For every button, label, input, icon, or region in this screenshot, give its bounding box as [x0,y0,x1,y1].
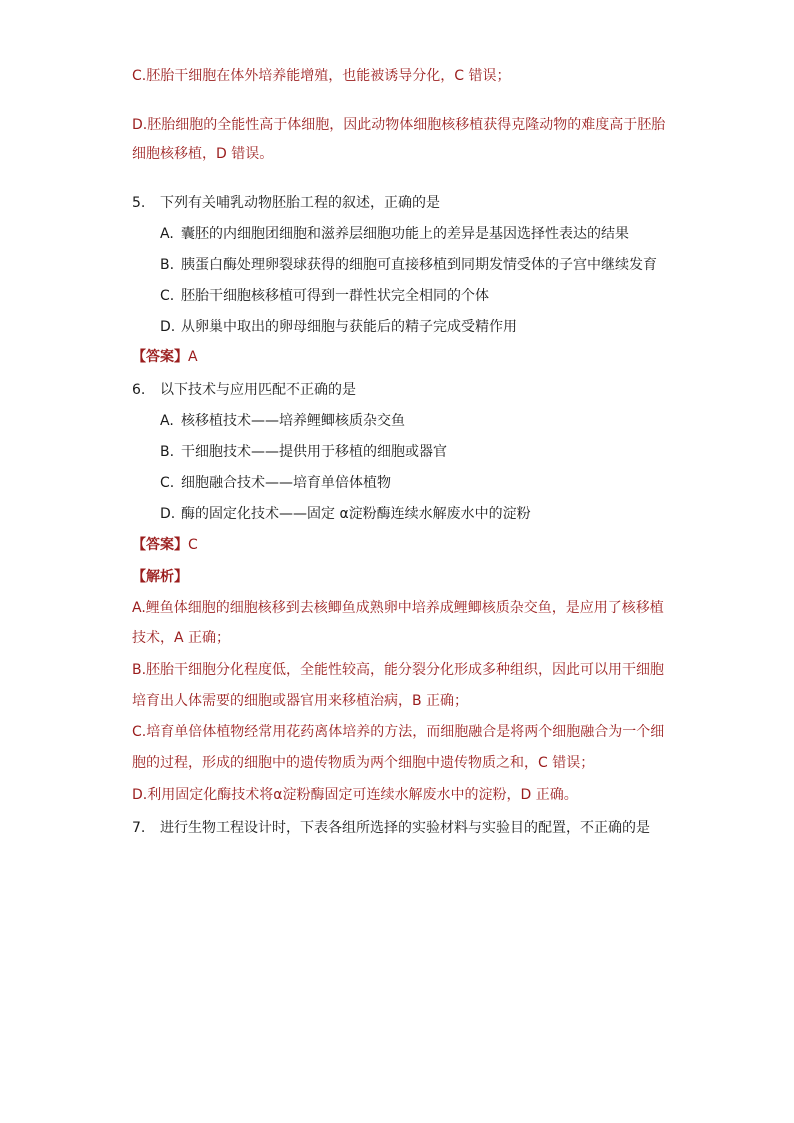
q6-option-b-text: 干细胞技术——提供用于移植的细胞或器官 [181,444,447,460]
q4-explanation-d-line2: 细胞核移植，D 错误。 [132,146,274,162]
q7-number: 7. [132,820,146,836]
q6-option-a-letter: A. [160,413,174,429]
q6-option-d-letter: D. [160,506,176,522]
q6-analysis-line-4: 培育出人体需要的细胞或器官用来移植治病，B 正确； [132,693,469,709]
q5-number: 5. [132,195,146,211]
q4-explanation-c: C.胚胎干细胞在体外培养能增殖，也能被诱导分化，C 错误； [132,68,511,84]
q7-stem: 进行生物工程设计时，下表各组所选择的实验材料与实验目的配置，不正确的是 [160,820,650,836]
q6-analysis-line-6: 胞的过程，形成的细胞中的遗传物质为两个细胞中遗传物质之和，C 错误； [132,755,595,771]
q5-stem: 下列有关哺乳动物胚胎工程的叙述，正确的是 [160,195,440,211]
q6-answer-value: C [188,537,198,553]
q6-analysis-label: 【解析】 [132,569,188,585]
q4-explanation-d-line1: D.胚胎细胞的全能性高于体细胞，因此动物体细胞核移植获得克隆动物的难度高于胚胎 [132,117,666,133]
q6-analysis-line-7: D.利用固定化酶技术将α淀粉酶固定可连续水解废水中的淀粉，D 正确。 [132,787,578,803]
q6-option-c-text: 细胞融合技术——培育单倍体植物 [181,475,391,491]
q5-option-b-text: 胰蛋白酶处理卵裂球获得的细胞可直接移植到同期发情受体的子宫中继续发育 [181,257,657,273]
q6-option-d-text: 酶的固定化技术——固定 α淀粉酶连续水解废水中的淀粉 [181,506,531,522]
q5-option-d-text: 从卵巢中取出的卵母细胞与获能后的精子完成受精作用 [181,319,517,335]
q6-stem: 以下技术与应用匹配不正确的是 [160,382,356,398]
q6-analysis-line-5: C.培育单倍体植物经常用花药离体培养的方法，而细胞融合是将两个细胞融合为一个细 [132,724,665,740]
q5-option-c-letter: C. [160,288,175,304]
q6-option-b-letter: B. [160,444,175,460]
q5-option-a-letter: A. [160,226,174,242]
q6-number: 6. [132,382,146,398]
q5-option-b-letter: B. [160,257,175,273]
q5-option-d-letter: D. [160,319,176,335]
q5-answer-value: A [188,349,198,365]
q5-option-c-text: 胚胎干细胞核移植可得到一群性状完全相同的个体 [181,288,489,304]
q6-answer-label: 【答案】 [132,537,188,553]
q6-option-c-letter: C. [160,475,175,491]
q5-answer [132,347,198,367]
q5-answer-label: 【答案】 [132,349,188,365]
q6-analysis-line-1: A.鲤鱼体细胞的细胞核移到去核鲫鱼成熟卵中培养成鲤鲫核质杂交鱼，是应用了核移植 [132,600,664,616]
q6-analysis-line-3: B.胚胎干细胞分化程度低，全能性较高，能分裂分化形成多种组织，因此可以用干细胞 [132,662,665,678]
q6-answer [132,535,198,555]
q6-analysis-line-2: 技术，A 正确； [132,630,231,646]
q6-option-a-text: 核移植技术——培养鲤鲫核质杂交鱼 [181,413,405,429]
q5-option-a-text: 囊胚的内细胞团细胞和滋养层细胞功能上的差异是基因选择性表达的结果 [181,226,629,242]
